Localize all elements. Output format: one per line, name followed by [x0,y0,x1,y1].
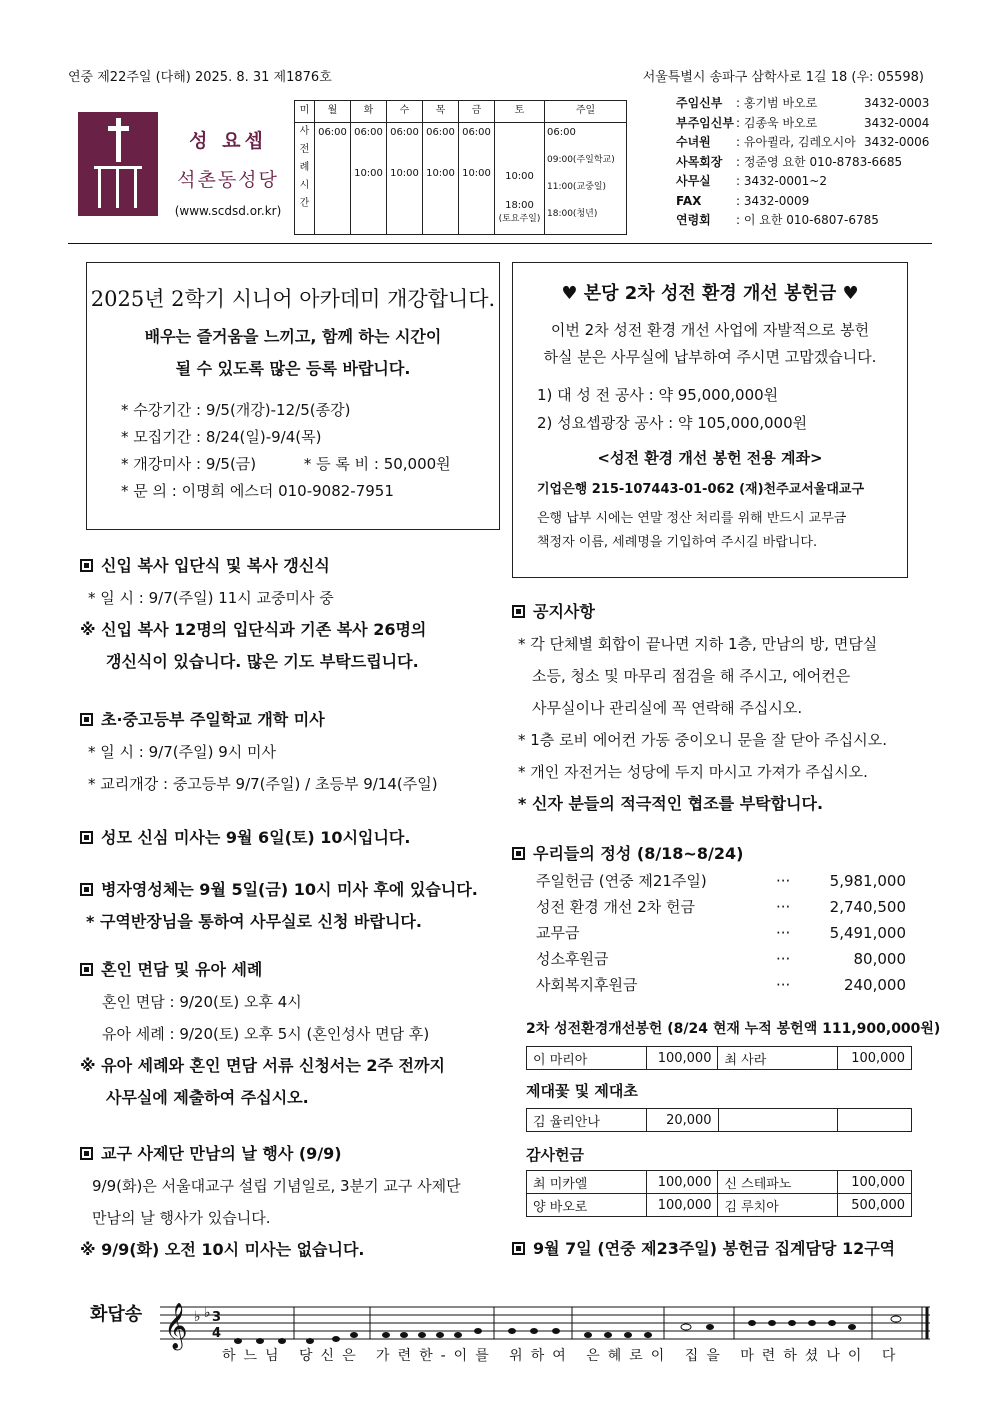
svg-text:𝄞: 𝄞 [164,1303,188,1349]
contact-row: 주임신부 : 홍기범 바오로 3432-0003 [676,96,930,110]
church-name-line2: 석촌동성당 [177,169,279,191]
fund-account-title: <성전 환경 개선 봉헌 전용 계좌> [597,449,823,467]
day-sat: 토 [495,101,545,123]
contacts-list [676,94,929,231]
fund-items: 1) 대 성 전 공사 : 약 95,000,000원 2) 성요셉광장 공사 : 약 105,000,000원 [537,386,808,432]
list-item: 성소후원금 ··· 80,000 [536,950,906,968]
list-item: 사회복지후원금 ··· 240,000 [536,976,906,994]
sat-times: 10:00 18:00 (토요주일) [495,123,545,235]
section-marriage-baptism: 혼인 면담 및 유아 세례 혼인 면담 : 9/20(토) 오후 4시 유아 세례 : 9/20(토) 오후 5시 (혼인성사 면담 후) ※ 유아 세례와 혼인 면담 서류 신청서는 2주 전까지 사무실에 제출하여 주십시오. [80,954,500,1114]
square-bullet-icon [80,963,93,976]
list-item: 주일헌금 (연중 제21주일) ··· 5,981,000 [536,872,906,890]
section-sunday-school: 초·중고등부 주일학교 개학 미사 * 일 시 : 9/7(주일) 9시 미사 * 교리개강 : 중고등부 9/7(주일) / 초등부 9/14(주일) [80,704,500,800]
svg-text:3: 3 [212,1310,222,1325]
academy-details: * 수강기간 : 9/5(개강)-12/5(종강) * 모집기간 : 8/24(일)-9/4(목) * 개강미사 : 9/5(금) * 등 록 비 : 50,000원 * 문 의 : 이명희 에스더 010-9082-7951 [121,401,451,500]
day-tue: 화 [351,101,387,123]
mon-times: 06:00 [315,123,351,235]
fri-times: 06:00 10:00 [459,123,495,235]
academy-title: 2025년 2학기 시니어 아카데미 개강합니다. [90,287,496,311]
section-priest-day: 교구 사제단 만남의 날 행사 (9/9) 9/9(화)은 서울대교구 설립 기념일로, 3분기 교구 사제단 만남의 날 행사가 있습니다. ※ 9/9(화) 오전 10시 미사는 없습니다. [80,1138,500,1266]
altar-flowers-table [526,1108,912,1132]
church-website[interactable]: (www.scdsd.or.kr) [174,204,282,218]
table-row: 이 마리아 100,000 최 사라 100,000 [527,1047,912,1070]
section-marian-mass [80,822,500,854]
header-divider [68,243,932,244]
day-thu: 목 [423,101,459,123]
section-next-collection [512,1236,932,1259]
issue-info: 연중 제22주일 (다해) 2025. 8. 31 제1876호 [68,70,332,85]
fund-body: 이번 2차 성전 환경 개선 사업에 자발적으로 봉헌 하실 분은 사무실에 납부하여 주시면 고맙겠습니다. [543,321,877,366]
psalm-label: 화답송 [90,1304,143,1325]
square-bullet-icon [512,1242,525,1255]
square-bullet-icon [512,605,525,618]
day-sun: 주일 [545,101,627,123]
section-offerings [512,838,922,870]
day-fri: 금 [459,101,495,123]
side-label-col: 사 전 례 시 간 [295,123,315,235]
square-bullet-icon [80,883,93,896]
contact-row: 수녀원 : 유아퀼라, 김레오시아 3432-0006 [676,135,930,149]
svg-text:♭: ♭ [204,1305,211,1321]
academy-box [86,262,500,530]
list-item: 교무금 ··· 5,491,000 [536,924,906,942]
offerings-list [536,868,906,998]
section-heading: 성모 신심 미사는 9월 6일(토) 10시입니다. [80,822,500,854]
church-name-line1: 성 요셉 [189,130,267,152]
altar-flowers-title: 제대꽃 및 제대초 [526,1082,638,1100]
church-logo [78,112,158,216]
fund-donation-table [526,1046,912,1070]
square-bullet-icon [512,847,525,860]
contact-row: 사목회장 : 정준영 요한 010-8783-6685 [676,154,903,169]
fund-title: ♥ 본당 2차 성전 환경 개선 봉헌금 ♥ [561,283,859,304]
section-heading: 혼인 면담 및 유아 세례 [80,954,500,986]
section-sick-communion: 병자영성체는 9월 5일(금) 10시 미사 후에 있습니다. * 구역반장님을 통하여 사무실로 신청 바랍니다. [80,874,500,938]
psalm-lyrics: 하느님 당신은 가련한-이를 위하여 은혜로이 집을 마련하셨나이 다 [222,1348,904,1364]
tue-times: 06:00 10:00 [351,123,387,235]
contact-row: 사무실 : 3432-0001~2 [676,174,827,188]
section-heading: 병자영성체는 9월 5일(금) 10시 미사 후에 있습니다. [80,874,500,906]
side-label: 미 [295,101,315,123]
contact-row: 연령회 : 이 요한 010-6807-6785 [676,213,879,227]
section-heading: 신입 복사 입단식 및 복사 갱신식 [80,550,500,582]
mass-schedule-table [294,100,627,235]
fund-note: 은행 납부 시에는 연말 정산 처리를 위해 반드시 교무금 책정자 이름, 세례명을 기입하여 주시길 바랍니다. [537,511,847,550]
square-bullet-icon [80,713,93,726]
academy-subtitle: 배우는 즐거움을 느끼고, 함께 하는 시간이 될 수 있도록 많은 등록 바랍니다. [144,327,442,378]
day-wed: 수 [387,101,423,123]
section-heading: 9월 7일 (연중 제23주일) 봉헌금 집계담당 12구역 [512,1236,932,1259]
table-row: 양 바오로 100,000 김 루치아 500,000 [527,1194,912,1217]
fund-donation-title: 2차 성전환경개선봉헌 (8/24 현재 누적 봉헌액 111,900,000원) [526,1021,941,1037]
section-heading: 우리들의 정성 (8/18~8/24) [512,838,922,870]
fund-bank-account: 기업은행 215-107443-01-062 (재)천주교서울대교구 [537,482,865,497]
table-row: 최 미카엘 100,000 신 스테파노 100,000 [527,1171,912,1194]
table-row: 김 율리안나 20,000 [527,1109,912,1132]
section-heading: 초·중고등부 주일학교 개학 미사 [80,704,500,736]
section-notices: 공지사항 * 각 단체별 회합이 끝나면 지하 1층, 만남의 방, 면담실 소등, 청소 및 마무리 점검을 해 주시고, 에어컨은 사무실이나 관리실에 꼭 연락해 주십시오. * 1층 로비 에어컨 가동 중이오니 문을 잘 닫아 주십시오. * 개인 자전거는 성당에 두지 마시고 가져가 주십시오. * 신자 분들의 적극적인 협조를 부탁합니다. [512,596,922,820]
issue-header [68,66,924,85]
square-bullet-icon [80,831,93,844]
list-item: 성전 환경 개선 2차 헌금 ··· 2,740,500 [536,898,906,916]
section-heading: 공지사항 [512,596,922,628]
svg-text:4: 4 [212,1326,222,1341]
thu-times: 06:00 10:00 [423,123,459,235]
wed-times: 06:00 10:00 [387,123,423,235]
section-heading: 교구 사제단 만남의 날 행사 (9/9) [80,1138,500,1170]
day-mon: 월 [315,101,351,123]
church-address: 서울특별시 송파구 삼학사로 1길 18 (우: 05598) [642,70,924,85]
thanks-offering-title: 감사헌금 [526,1146,584,1164]
svg-text:♭: ♭ [194,1309,201,1325]
section-altar-servers: 신입 복사 입단식 및 복사 갱신식 * 일 시 : 9/7(주일) 11시 교중미사 중 ※ 신입 복사 12명의 입단식과 기존 복사 26명의 갱신식이 있습니다. 많은 기도 부탁드립니다. [80,550,500,678]
church-name-block [168,126,288,218]
square-bullet-icon [80,1147,93,1160]
sun-times: 06:00 09:00(주일학교) 11:00(교중일) 18:00(청년) [545,123,627,235]
contact-row: 부주임신부 : 김종욱 바오로 3432-0004 [676,115,930,130]
thanks-offering-table [526,1170,912,1217]
fund-box [512,262,908,578]
square-bullet-icon [80,559,93,572]
contact-row: FAX : 3432-0009 [676,193,810,208]
